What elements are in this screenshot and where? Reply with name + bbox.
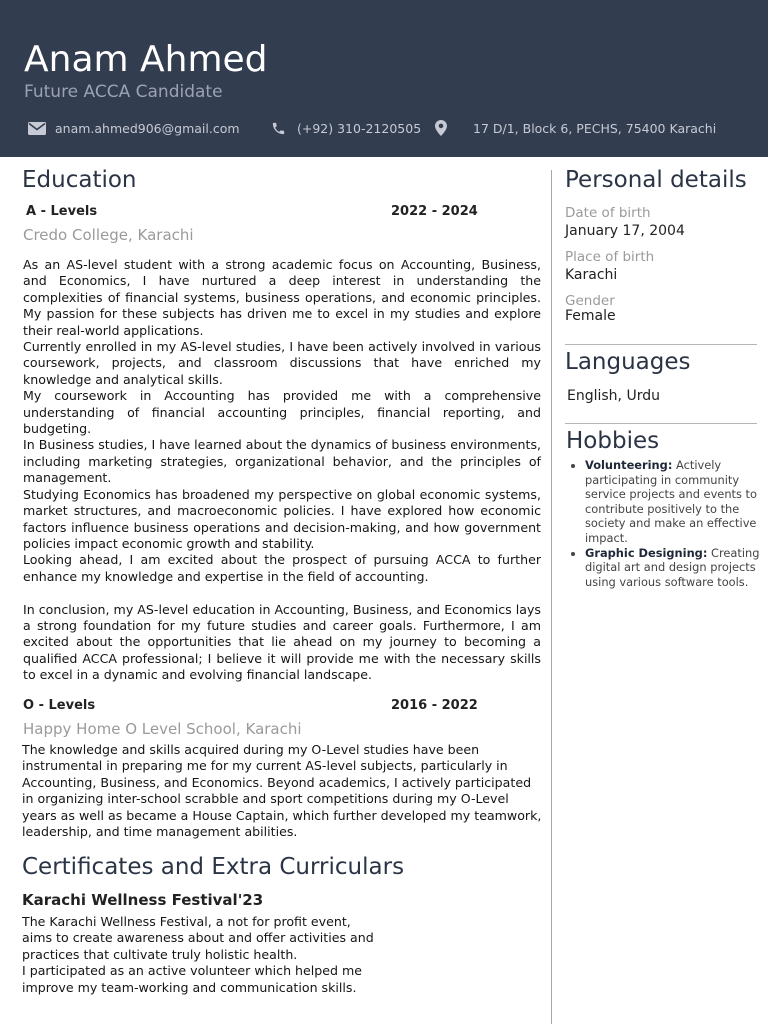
paragraph: Looking ahead, I am excited about the prospect of pursuing ACCA to further enhance my knowledge and expertise in the field of accounting. [23, 552, 541, 584]
hobby-text: Actively participating in community service projects and events to contribute positively to the society and make an effective impact. [585, 458, 757, 545]
certificate-title: Karachi Wellness Festival'23 [22, 891, 264, 909]
education-school: Credo College, Karachi [23, 226, 194, 244]
pob-label: Place of birth [565, 249, 655, 265]
paragraph: Studying Economics has broadened my perspective on global economic systems, market structures, and macroeconomic policies. I have explored how economic factors influence business operations and decision-making, and how government policies impact economic growth and stability. [23, 486, 541, 551]
hobbies-heading: Hobbies [566, 428, 660, 454]
gender-value: Female [565, 308, 616, 324]
paragraph: In Business studies, I have learned about the dynamics of business environments, including marketing strategies, organizational behavior, and the principles of management. [23, 437, 542, 486]
hobby-item [585, 546, 768, 590]
education-description [23, 257, 541, 684]
contact-address [435, 118, 716, 138]
hobbies-list [567, 458, 768, 589]
paragraph: The Karachi Wellness Festival, a not for profit event, aims to create awareness about and offer activities and practices that cultivate truly holistic health. [22, 914, 374, 962]
personal-details-heading: Personal details [565, 167, 747, 193]
education-heading: Education [22, 167, 137, 193]
education-school: Happy Home O Level School, Karachi [23, 720, 302, 738]
contact-phone[interactable] [271, 118, 421, 138]
education-qualification: O - Levels [23, 698, 96, 713]
paragraph: As an AS-level student with a strong academic focus on Accounting, Business, and Economics, I have nurtured a deep interest in understanding the complexities of financial systems, business operations, and economic principles. My passion for these subjects has driven me to excel in my studies and explore their real-world applications. [23, 257, 541, 338]
hobby-name: Volunteering: [585, 458, 673, 472]
paragraph: My coursework in Accounting has provided me with a comprehensive understanding of financial accounting principles, financial reporting, and budgeting. [23, 388, 541, 437]
certificates-heading: Certificates and Extra Curriculars [22, 854, 405, 880]
hobby-name: Graphic Designing: [585, 545, 708, 560]
phone-text: (+92) 310-2120505 [297, 120, 422, 136]
paragraph: In conclusion, my AS-level education in Accounting, Business, and Economics lays a strong foundation for my future studies and career goals. Furthermore, I am excited about the opportunities that lie ahead on my journey to becoming a qualified ACCA professional; I believe it will provide me with the necessary skills to excel in a dynamic and evolving financial landscape. [23, 601, 541, 683]
address-text: 17 D/1, Block 6, PECHS, 75400 Karachi [473, 120, 717, 136]
languages-value: English, Urdu [567, 388, 660, 404]
dob-label: Date of birth [565, 205, 651, 221]
location-pin-icon [435, 120, 447, 136]
education-dates: 2016 - 2022 [391, 698, 478, 713]
dob-value: January 17, 2004 [565, 223, 685, 239]
contact-email[interactable] [28, 118, 240, 138]
candidate-title: Future ACCA Candidate [24, 82, 223, 102]
pob-value: Karachi [565, 267, 618, 283]
paragraph: Currently enrolled in my AS-level studies, I have been actively involved in various coursework, projects, and classroom discussions that have enriched my knowledge and analytical skills. [23, 339, 541, 387]
candidate-name: Anam Ahmed [24, 39, 268, 80]
column-divider [551, 170, 552, 1024]
gender-label: Gender [565, 293, 615, 309]
education-qualification: A - Levels [26, 204, 98, 219]
hobby-item [585, 458, 768, 546]
section-rule [565, 344, 757, 345]
education-dates: 2022 - 2024 [391, 204, 478, 219]
education-description [22, 742, 542, 840]
header [0, 0, 768, 157]
paragraph: I participated as an active volunteer which helped me improve my team-working and communication skills. [22, 963, 363, 995]
certificate-description [22, 914, 377, 996]
section-rule [565, 423, 757, 424]
paragraph: The knowledge and skills acquired during my O-Level studies have been instrumental in preparing me for my current AS-level subjects, particularly in Accounting, Business, and Economics. Beyond academics, I actively participated in organizing inter-school scrabble and sport competitions during my O-Level years as well as became a House Captain, which further developed my teamwork, leadership, and time management abilities. [22, 742, 542, 840]
phone-icon [271, 121, 286, 136]
envelope-icon [28, 122, 46, 135]
email-text: anam.ahmed906@gmail.com [55, 120, 240, 136]
hobby-text: Creating digital art and design projects using various software tools. [585, 545, 760, 589]
languages-heading: Languages [565, 349, 691, 375]
